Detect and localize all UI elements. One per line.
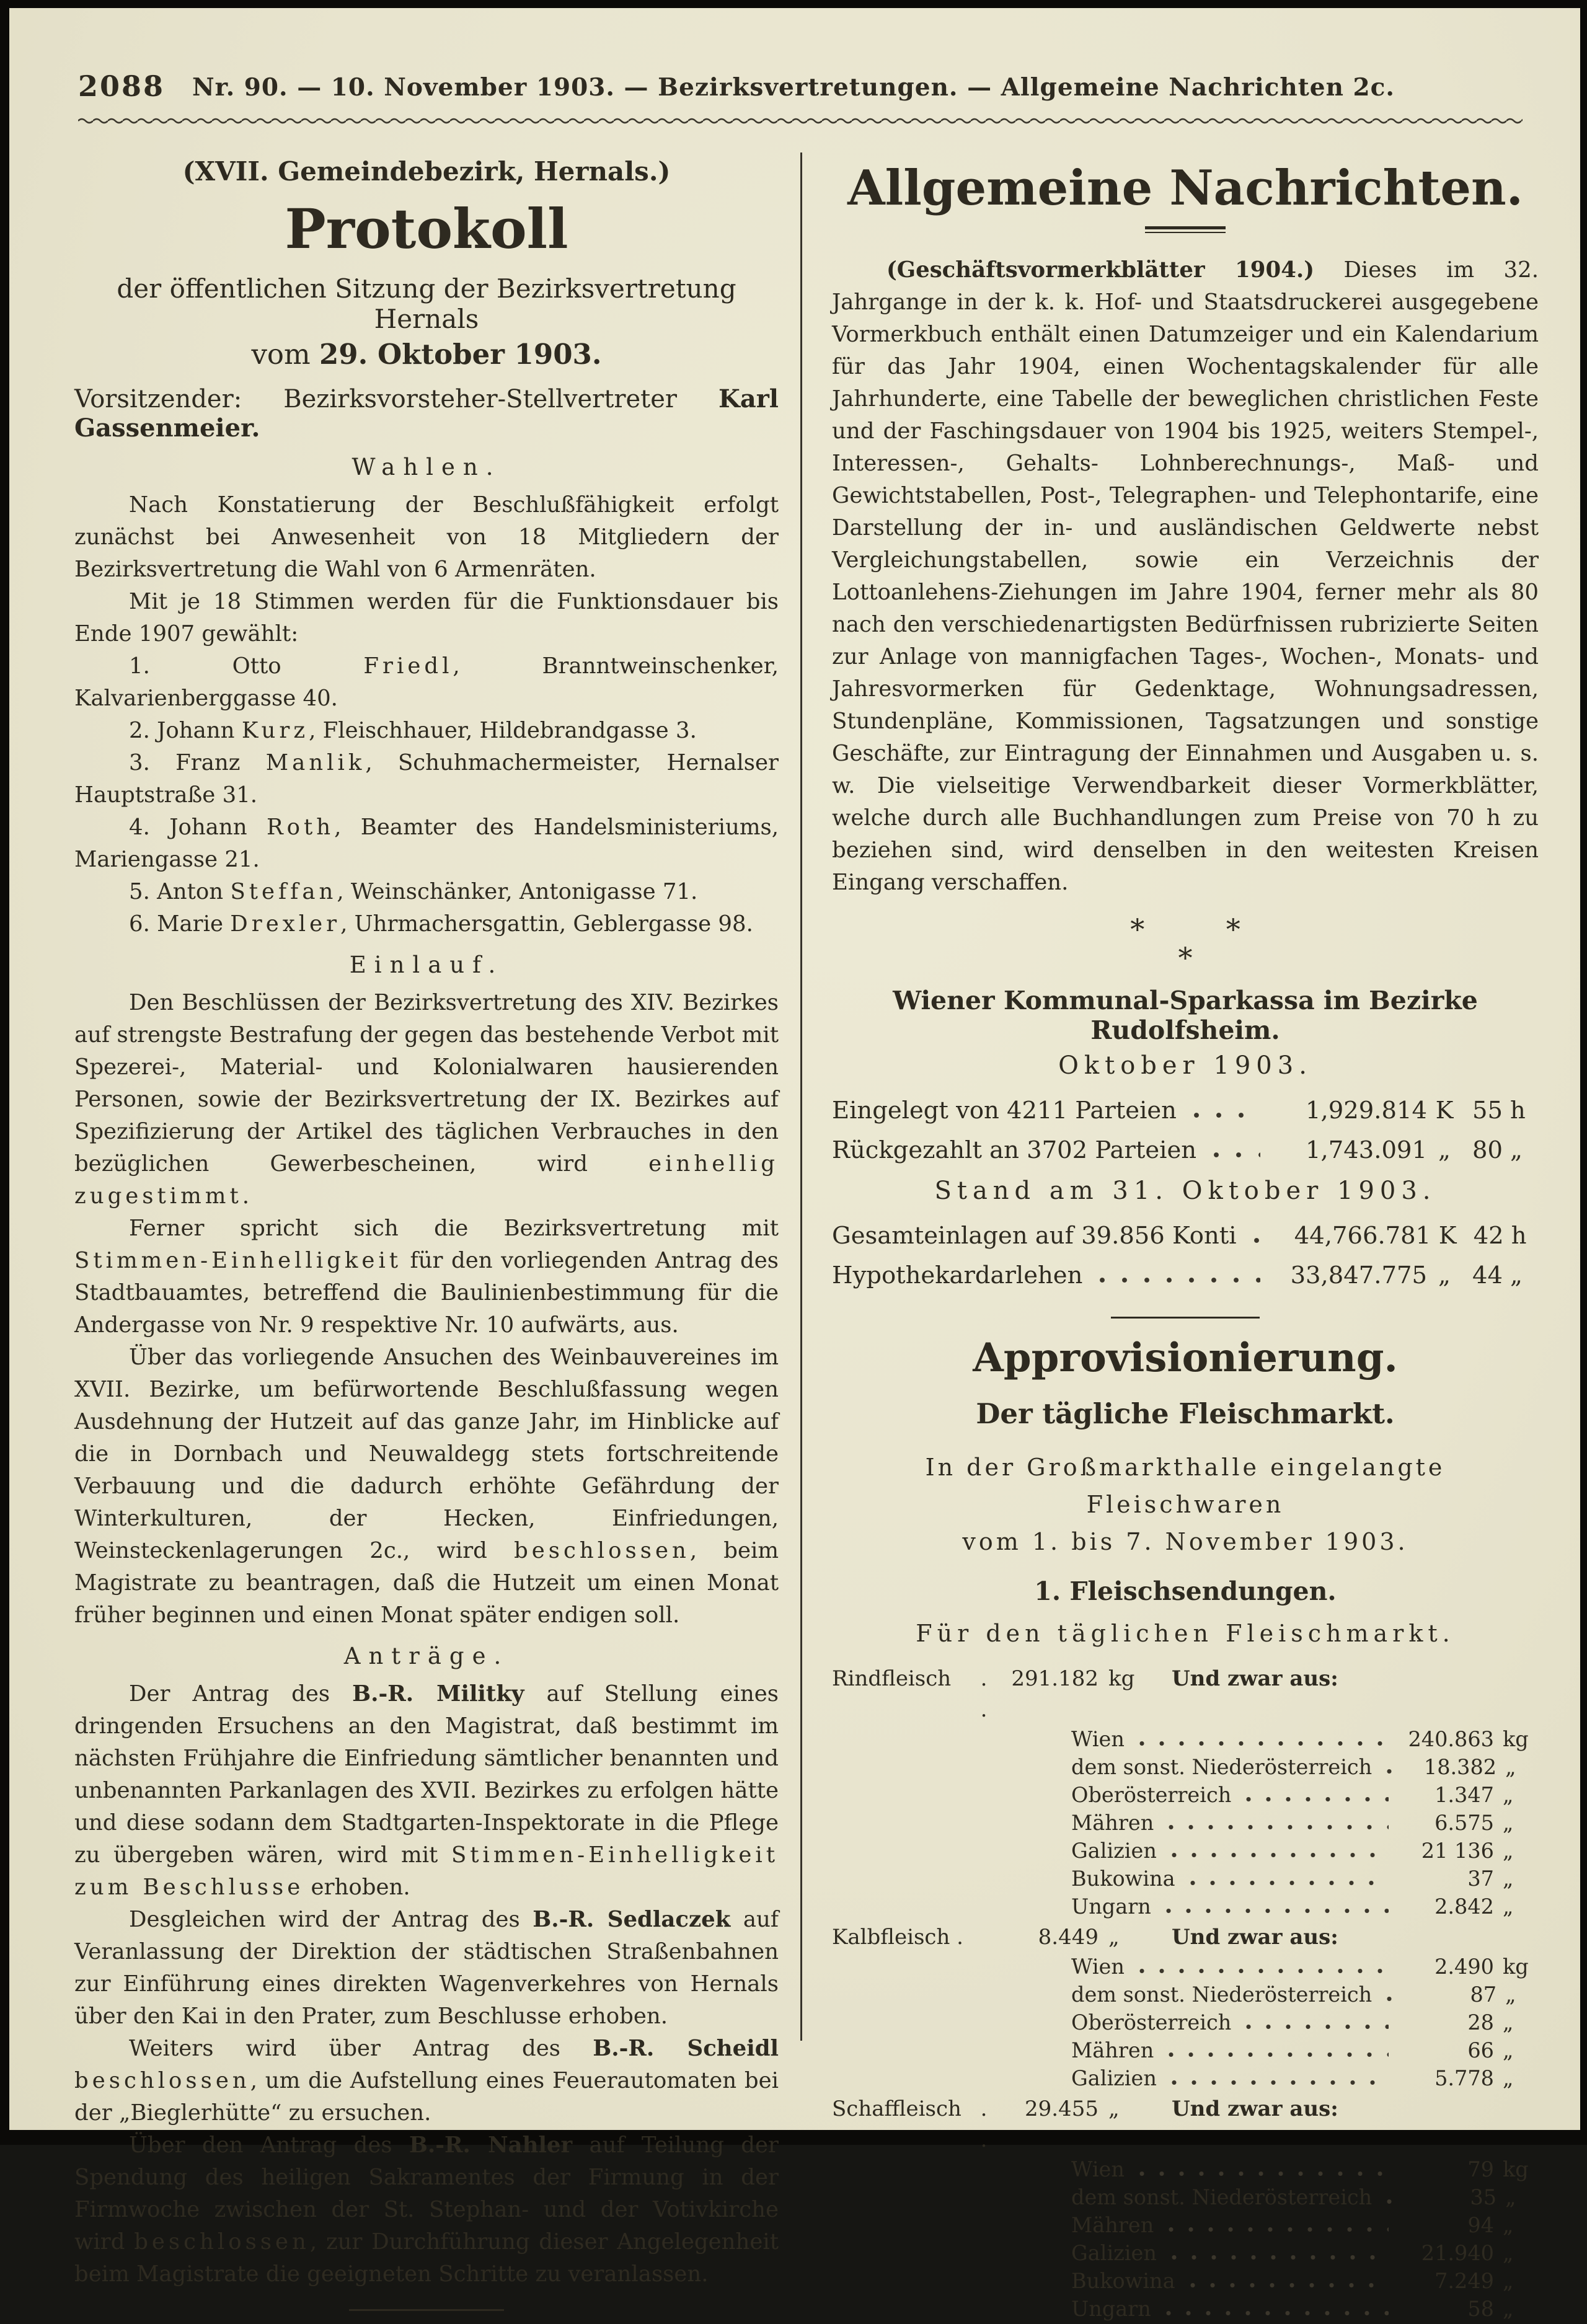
ledger-label: Rückgezahlt an 3702 Parteien [832,1136,1197,1164]
unit-label: „ [1108,1925,1120,1950]
origin-name: Oberösterreich [1071,1783,1232,1807]
table-row [1071,1725,1539,1753]
origin-name: Galizien [1071,1839,1157,1863]
ledger-amount: 1,929.814 [1306,1097,1427,1124]
text-segment: , zur Durchführung dieser Angelegenheit beim Magistrate die geeigneten Schritte zu veranlassen. [74,2229,779,2287]
unit-label: „ [1503,1867,1514,1891]
unit-label: „ [1108,2096,1120,2121]
table-row [1071,2239,1539,2267]
heller-unit: „ [1510,1261,1523,1289]
text-segment: , Branntweinschenker, Kalvarienberggasse 40. [74,653,779,711]
origin-amount: 21.940 [1421,2241,1494,2265]
fleischmarkt-subtitle: Der tägliche Fleischmarkt. [976,1397,1395,1430]
table-row [1071,2008,1539,2036]
text-segment: Ferner spricht sich die Bezirksvertretung mit [129,1216,779,1241]
unit-label: „ [1503,2297,1514,2321]
origin-name: Galizien [1071,2066,1157,2090]
unit-label: „ [1503,2038,1514,2062]
text-segment: beschlossen [514,1538,690,1563]
origin-amount: 5.778 [1434,2066,1494,2090]
dot-leader [1132,2171,1389,2176]
unit-label: kg [1503,1727,1529,1751]
fleischmarkt-intro-line2: vom 1. bis 7. November 1903. [962,1528,1408,1555]
table-row [1071,1865,1539,1893]
approvisionierung-title: Approvisionierung. [973,1335,1398,1381]
currency-label: „ [1438,1136,1451,1164]
meat-block [832,1663,1539,1920]
text-segment: beschlossen [74,2068,250,2093]
text-segment: B.-R. Militky [352,1681,524,1707]
text-segment: 6. Marie [129,911,231,937]
origin-amount: 2.490 [1434,1955,1494,1979]
title-rule [1145,226,1226,233]
meat-block [832,1922,1539,2092]
fleischmarkt-intro-line1: In der Großmarkthalle eingelangte Fleischwaren [925,1454,1446,1518]
table-row [1071,1837,1539,1865]
wavy-divider-rule [78,115,1523,125]
text-segment: , beim Magistrate zu beantragen, daß die Hutzeit um einen Monat früher beginnen und einen Monat später endigen soll. [74,1538,779,1628]
origin-name: Bukowina [1071,1867,1175,1891]
table-row [832,2093,1539,2155]
origin-amount: 6.575 [1434,1811,1494,1835]
dot-leader [1239,2024,1389,2030]
paragraph [74,489,779,586]
sparkassa-month: Oktober 1903. [1058,1051,1312,1080]
sparkassa-title: Wiener Kommunal-Sparkassa im Bezirke Rudolfsheim. [893,986,1478,1045]
text-segment: erhoben. [304,1875,410,1900]
und-zwar-label: Und zwar aus: [1172,1925,1338,1950]
section-divider-rule [1111,1317,1260,1319]
dot-leader [1183,1880,1389,1886]
table-row [1071,1753,1539,1781]
dot-leader [1161,2052,1389,2057]
text-segment: , Fleischhauer, Hildebrandgasse 3. [309,718,697,743]
ledger-amount: 1,743.091 [1306,1136,1427,1164]
origin-amount: 7.249 [1434,2269,1494,2293]
heller-amount: 55 [1472,1097,1503,1124]
origin-amount: 18.382 [1423,1755,1497,1779]
text-segment: B.-R. Scheidl [593,2036,779,2061]
origin-name: Mähren [1071,2038,1154,2062]
text-segment: Vorsitzender: Bezirksvorsteher-Stellvertreter [74,385,719,413]
text-segment: (Geschäftsvormerkblätter 1904.) [886,257,1315,283]
meat-amount: 8.449 [1038,1925,1099,1950]
table-row [832,1663,1539,1725]
und-zwar-label: Und zwar aus: [1172,2096,1338,2121]
unit-label: „ [1503,2010,1514,2035]
text-segment: B.-R. Sedlaczek [533,1907,731,1932]
text-segment: , Schuhmachermeister, Hernalser Hauptstraße 31. [74,750,779,808]
fleischsendungen-heading: 1. Fleischsendungen. [1034,1576,1337,1606]
dot-leader [1164,2255,1389,2260]
text-segment: vom [251,338,319,371]
origin-name: Bukowina [1071,2269,1175,2293]
heller-unit: „ [1510,1136,1523,1164]
column-divider-rule [800,152,802,2041]
currency-label: „ [1438,1261,1451,1289]
und-zwar-label: Und zwar aus: [1172,1666,1338,1691]
origin-name: Galizien [1071,2241,1157,2265]
origin-amount: 2.842 [1434,1894,1494,1919]
table-row [1071,1981,1539,2008]
text-segment: Stimmen-Einhelligkeit [74,1248,402,1273]
stand-title: Stand am 31. Oktober 1903. [934,1177,1436,1205]
dot-leader [1205,1152,1260,1158]
asterism-bottom: * [1178,941,1193,974]
unit-label: „ [1503,1811,1514,1835]
text-segment: B.-R. Nahler [409,2132,573,2158]
text-segment: Kurz [241,718,309,743]
heller-amount: 44 [1472,1261,1503,1289]
origin-amount: 37 [1467,1867,1494,1891]
origin-name: Wien [1071,2157,1125,2181]
heading-wahlen: Wahlen. [351,454,502,480]
table-row [1071,1953,1539,1981]
meat-amount: 29.455 [1025,2096,1099,2121]
text-segment: Über das vorliegende Ansuchen des Weinbauvereines im XVII. Bezirke, um befürwortende Beschlußfassung wegen Ausdehnung der Hutzeit auf das ganze Jahr, im Hinblicke auf die in Dornbach und Neuwaldegg stets fortschreitende Verbauung und die dadurch erhöhte Gefährdung der Winterkulturen, der Hecken, Einfriedungen, Weinsteckenlagerungen 2c., wird [74,1345,779,1563]
origin-amount: 28 [1467,2010,1494,2035]
text-segment: Den Beschlüssen der Bezirksvertretung des XIV. Bezirkes auf strengste Bestrafung der gegen das bestehende Verbot mit Spezerei-, Material- und Kolonialwaren hausierenden Personen, sowie der Bezirksvertretung der IX. Bezirkes auf Spezifizierung der Artikel des täglichen Verbrauches in den bezüglichen Gewerbescheinen, wird [74,990,779,1177]
unit-label: „ [1503,2213,1514,2237]
dot-leader [1132,1741,1389,1746]
dot-leader [1379,1769,1398,1774]
table-row [1071,1809,1539,1837]
origin-amount: 79 [1467,2157,1494,2181]
text-segment: Stimmen-Einhelligkeit zum Beschlusse [74,1842,779,1900]
dot-leader [1245,1237,1270,1244]
origin-name: Mähren [1071,2213,1154,2237]
unit-label: „ [1503,2241,1514,2265]
text-segment: Roth [266,815,335,840]
fleischsendungen-subheading: Für den täglichen Fleischmarkt. [916,1620,1455,1647]
paragraph [74,1904,779,2033]
text-segment: Über den Antrag des [129,2132,409,2158]
dot-leader [1161,1824,1389,1830]
origin-amount: 87 [1470,1982,1497,2007]
ledger-amount: 33,847.775 [1290,1261,1427,1289]
text-segment: 5. Anton [129,879,231,904]
table-row [1071,2036,1539,2064]
dot-leader [1185,1112,1260,1118]
heller-unit: h [1510,1097,1526,1124]
text-segment: für den vorliegenden Antrag des Stadtbauamtes, betreffend die Baulinienbestimmung für die Andergasse von Nr. 9 respektive Nr. 10 aufwärts, aus. [74,1248,779,1338]
ledger-amount: 44,766.781 [1294,1222,1431,1250]
text-segment: 4. Johann [129,815,267,840]
ledger-label: Gesamteinlagen auf 39.856 Konti [832,1222,1237,1250]
origin-name: Oberösterreich [1071,2010,1232,2035]
text-segment: Nach Konstatierung der Beschlußfähigkeit erfolgt zunächst bei Anwesenheit von 18 Mitgliedern der Bezirksvertretung die Wahl von 6 Armenräten. [74,492,779,582]
list-item [74,876,779,908]
unit-label: „ [1503,2269,1514,2293]
table-row [1071,2183,1539,2211]
text-segment: auf Stellung eines dringenden Ersuchens an den Magistrat, daß bestimmt im nächsten Frühjahre die Einfriedung sämtlicher benannten und unbenannten Parkanlagen des XVII. Bezirkes zu erfolgen hätte und diese sodann dem Stadtgarten-Inspektorate in die Pflege zu übergeben wären, wird mit [74,1681,779,1868]
table-row [832,1922,1539,1953]
meat-block [832,2093,1539,2323]
running-header: Nr. 90. — 10. November 1903. — Bezirksvertretungen. — Allgemeine Nachrichten 2c. [192,73,1395,102]
origin-name: Ungarn [1071,1894,1151,1919]
text-segment: 3. Franz [129,750,266,775]
table-row [1071,1781,1539,1809]
asterism-top: * * [1130,912,1240,946]
dot-leader [1132,1968,1389,1974]
ledger-row [832,1131,1539,1170]
text-segment: Dieses im 32. Jahrgange in der k. k. Hof- und Staatsdruckerei ausgegebene Vormerkbuch enthält einen Datumzeiger und ein Kalendarium für das Jahr 1904, einen Wochentagskalender für alle Jahrhunderte, eine Tabelle der beweglichen christlichen Feste und der Faschingsdauer von 1904 bis 1925, weiters Stempel-, Interessen-, Gehalts- Lohnberechnungs-, Maß- und Gewichtstabellen, Post-, Telegraphen- und Telephontarife, eine Darstellung der in- und ausländischen Geldwerte nebst Vergleichungstabellen, sowie ein Verzeichnis der Lottoanlehens-Ziehungen im Jahre 1904, ferner mehr als 80 nach den verschiedenartigsten Bedürfnissen rubrizierte Seiten zur Anlage von mannigfachen Tages-, Wochen-, Monats- und Jahresvormerken für Gedenktage, Wohnungsadressen, Stundenpläne, Kommissionen, Tagsatzungen und sonstige Geschäfte, zur Eintragung der Einnahmen und Ausgaben u. s. w. Die vielseitige Verwendbarkeit dieser Vormerkblätter, welche durch alle Buchhandlungen zum Preise von 70 h zu beziehen sind, wird denselben in den weitesten Kreisen Eingang verschaffen. [832,257,1539,895]
text-segment: beschlossen [134,2229,310,2255]
text-segment: , Beamter des Handelsministeriums, Mariengasse 21. [74,815,779,872]
unit-label: „ [1505,1755,1516,1779]
chairman-line [74,384,779,443]
heller-unit: h [1511,1222,1527,1250]
heller-amount: 80 [1472,1136,1503,1164]
paragraph [74,2129,779,2291]
paragraph [832,254,1539,899]
origin-name: dem sonst. Niederösterreich [1071,2185,1373,2209]
table-row [1071,2267,1539,2295]
ledger-row [832,1256,1539,1296]
origin-amount: 94 [1467,2213,1494,2237]
protokoll-title: Protokoll [285,197,568,261]
paragraph [74,2033,779,2129]
text-segment: Friedl [363,653,453,679]
dot-leader [1159,1908,1389,1914]
ledger-label: Hypothekardarlehen [832,1261,1083,1289]
text-segment: , um die Aufstellung eines Feuerautomaten bei der „Bieglerhütte“ zu ersuchen. [74,2068,779,2126]
paragraph [74,1678,779,1904]
text-segment: 1. Otto [129,653,364,679]
currency-label: K [1435,1097,1454,1124]
dot-leader [1159,2310,1389,2316]
unit-label: „ [1505,2185,1516,2209]
unit-label: „ [1505,1982,1516,2007]
protokoll-subtitle: der öffentlichen Sitzung der Bezirksvertretung Hernals [117,273,736,334]
paragraph [74,586,779,650]
table-row [1071,2064,1539,2092]
heller-amount: 42 [1473,1222,1504,1250]
text-segment: Drexler [230,911,341,937]
text-segment: Desgleichen wird der Antrag des [129,1907,533,1932]
text-segment: Weiters wird über Antrag des [129,2036,593,2061]
origin-amount: 35 [1470,2185,1497,2209]
text-segment: auf Veranlassung der Direktion der städtischen Straßenbahnen zur Einführung eines direkten Wagenverkehres von Hernals über den Kai in den Prater, zum Beschlusse erhoben. [74,1907,779,2029]
dot-leader: . . [980,2096,994,2152]
text-segment: einhellig zugestimmt [74,1151,779,1209]
meat-name: Rindfleisch [832,1666,952,1691]
text-segment: Steffan [230,879,337,904]
meat-amount: 291.182 [1011,1666,1099,1691]
unit-label: „ [1503,2066,1514,2090]
text-segment: Mit je 18 Stimmen werden für die Funktionsdauer bis Ende 1907 gewählt: [74,589,779,647]
heading-einlauf: Einlauf. [349,952,504,978]
list-item [74,747,779,811]
text-segment: 2. Johann [129,718,242,743]
left-column [74,156,779,2311]
page-edge-right [1580,0,1587,2145]
unit-label: kg [1503,1955,1529,1979]
origin-name: dem sonst. Niederösterreich [1071,1755,1373,1779]
origin-amount: 1.347 [1434,1783,1494,1807]
dot-leader [1379,2199,1398,2204]
unit-label: kg [1503,2157,1529,2181]
dot-leader [1164,2080,1389,2085]
text-segment: Karl Gassenmeier. [74,384,779,443]
paragraph [74,1213,779,1341]
origin-name: dem sonst. Niederösterreich [1071,1982,1373,2007]
text-segment: auf Teilung der Spendung des heiligen Sakramentes der Firmung in der Firmwoche zwischen der St. Stephan- und der Votivkirche wird [74,2132,779,2255]
origin-amount: 66 [1467,2038,1494,2062]
list-item [74,650,779,715]
origin-amount: 21 136 [1421,1839,1494,1863]
dot-leader [1164,1852,1389,1858]
origin-name: Wien [1071,1955,1125,1979]
article-end-rule [349,2309,504,2311]
text-segment: Der Antrag des [129,1681,353,1707]
dot-leader: . . [980,1666,994,1722]
page-edge-left [0,0,9,2145]
session-dateline [74,338,779,371]
dot-leader [1239,1796,1389,1802]
meat-name: Kalbfleisch . [832,1925,963,1950]
table-row [1071,2155,1539,2183]
currency-label: K [1438,1222,1457,1250]
text-segment: , Uhrmachersgattin, Geblergasse 98. [340,911,753,937]
fleisch-table [832,1663,1539,2323]
text-segment: . [242,1183,250,1209]
ledger-row [832,1216,1539,1256]
dot-leader [1379,1996,1398,2002]
ledger-row [832,1091,1539,1131]
table-row [1071,2211,1539,2239]
dot-leader [1183,2282,1389,2288]
district-kicker: (XVII. Gemeindebezirk, Hernals.) [182,156,671,187]
heading-antraege: Anträge. [343,1643,510,1669]
unit-label: „ [1503,1839,1514,1863]
text-segment: , Weinschänker, Antonigasse 71. [337,879,698,904]
section-title: Allgemeine Nachrichten. [847,160,1523,216]
text-segment: 29. Oktober 1903. [319,338,602,371]
paragraph [74,987,779,1213]
dot-leader [1091,1277,1260,1283]
origin-name: Wien [1071,1727,1125,1751]
text-segment: Manlik [265,750,366,775]
ledger-label: Eingelegt von 4211 Parteien [832,1097,1177,1124]
origin-name: Ungarn [1071,2297,1151,2321]
paragraph [74,1341,779,1632]
origin-amount: 240.863 [1408,1727,1494,1751]
origin-name: Mähren [1071,1811,1154,1835]
table-row [1071,2295,1539,2323]
origin-amount: 58 [1467,2297,1494,2321]
list-item [74,811,779,876]
unit-label: „ [1503,1783,1514,1807]
right-column [832,156,1539,2324]
asterism-divider [832,912,1539,974]
page-number: 2088 [78,69,166,103]
dot-leader [1161,2227,1389,2232]
unit-label: „ [1503,1894,1514,1919]
list-item [74,908,779,940]
meat-name: Schaffleisch [832,2096,961,2121]
table-row [1071,1893,1539,1920]
unit-label: kg [1108,1666,1135,1691]
list-item [74,715,779,747]
page-edge-top [0,0,1587,8]
